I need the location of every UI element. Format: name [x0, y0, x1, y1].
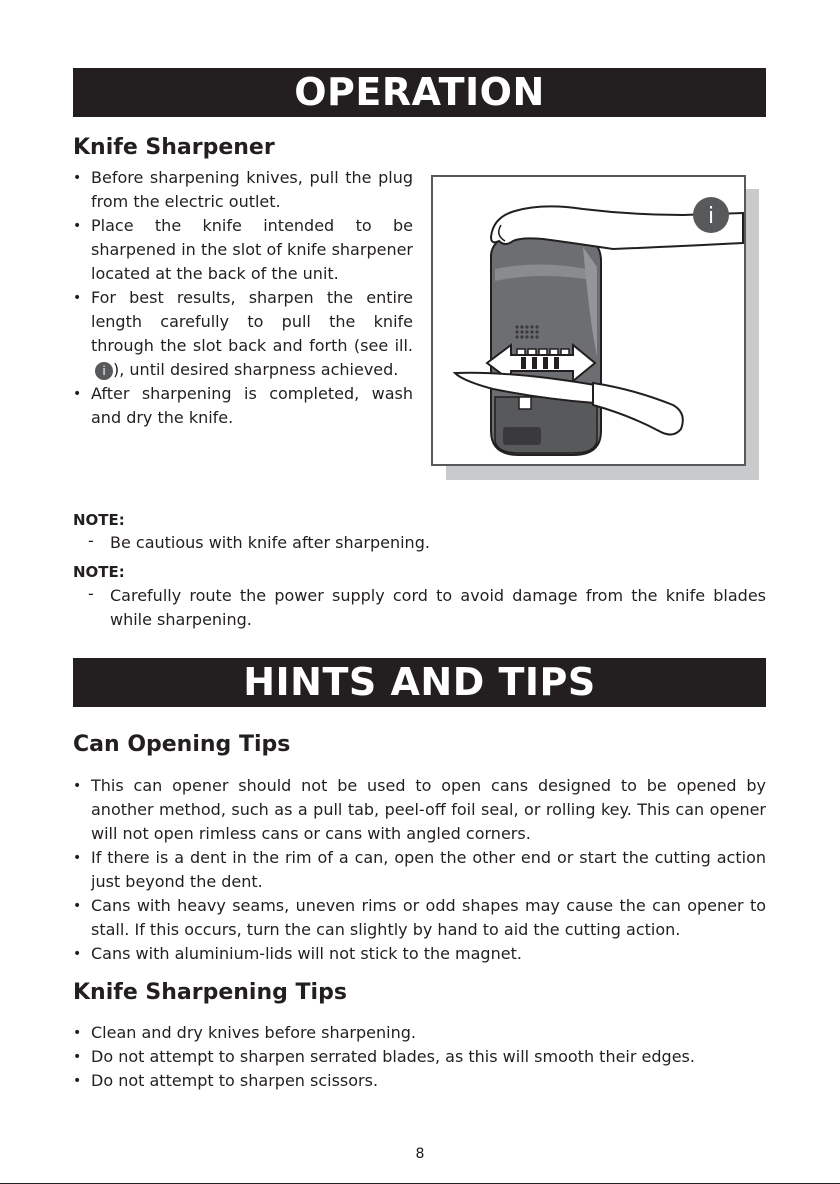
knife-sharpener-list — [73, 166, 413, 430]
list-item: • After sharpening is completed, wash and dry the knife. — [73, 382, 413, 430]
info-badge-letter: i — [707, 204, 715, 229]
note-label: NOTE: — [73, 511, 125, 529]
knife-sharpener-heading: Knife Sharpener — [73, 135, 275, 160]
can-opening-heading: Can Opening Tips — [73, 732, 291, 757]
list-item: • Cans with aluminium-lids will not stick to the magnet. — [73, 942, 766, 966]
item-text-tail: ), until desired sharpness achieved. — [113, 360, 399, 379]
sharpener-drawing — [433, 177, 744, 464]
list-item: • Clean and dry knives before sharpening. — [73, 1021, 766, 1045]
list-item: • Cans with heavy seams, uneven rims or odd shapes may cause the can opener to stall. If this occurs, turn the can slightly by hand to aid the cutting action. — [73, 894, 766, 942]
note-dash: - — [88, 584, 94, 603]
list-item: • Do not attempt to sharpen scissors. — [73, 1069, 766, 1093]
note-dash: - — [88, 531, 94, 550]
knife-sharpener-illustration — [431, 175, 746, 466]
note-label: NOTE: — [73, 563, 125, 581]
item-text: For best results, sharpen the entire length carefully to pull the knife through the slot back and forth (see ill. — [91, 288, 413, 355]
page-number: 8 — [415, 1146, 425, 1162]
list-item: • This can opener should not be used to open cans designed to be opened by another method, such as a pull tab, peel-off foil seal, or rolling key. This can opener will not open rimless cans or cans with angled corners. — [73, 774, 766, 846]
info-ref-icon: i — [95, 362, 113, 380]
knife-sharpening-heading: Knife Sharpening Tips — [73, 980, 347, 1005]
note-text: Carefully route the power supply cord to avoid damage from the knife blades while sharpening. — [110, 586, 766, 629]
knife-handle — [593, 383, 683, 435]
note-text: Be cautious with knife after sharpening. — [110, 533, 430, 552]
can-opening-list — [73, 774, 766, 966]
knife-sharpening-list — [73, 1021, 766, 1093]
list-item: • Place the knife intended to be sharpened in the slot of knife sharpener located at the back of the unit. — [73, 214, 413, 286]
list-item: • Do not attempt to sharpen serrated blades, as this will smooth their edges. — [73, 1045, 766, 1069]
slot-guide — [519, 397, 531, 409]
list-item: • Before sharpening knives, pull the plug from the electric outlet. — [73, 166, 413, 214]
operation-banner: OPERATION — [73, 68, 766, 117]
base-window — [503, 427, 541, 445]
hints-banner: HINTS AND TIPS — [73, 658, 766, 707]
list-item: • If there is a dent in the rim of a can, open the other end or start the cutting action just beyond the dent. — [73, 846, 766, 894]
list-item — [73, 286, 413, 382]
